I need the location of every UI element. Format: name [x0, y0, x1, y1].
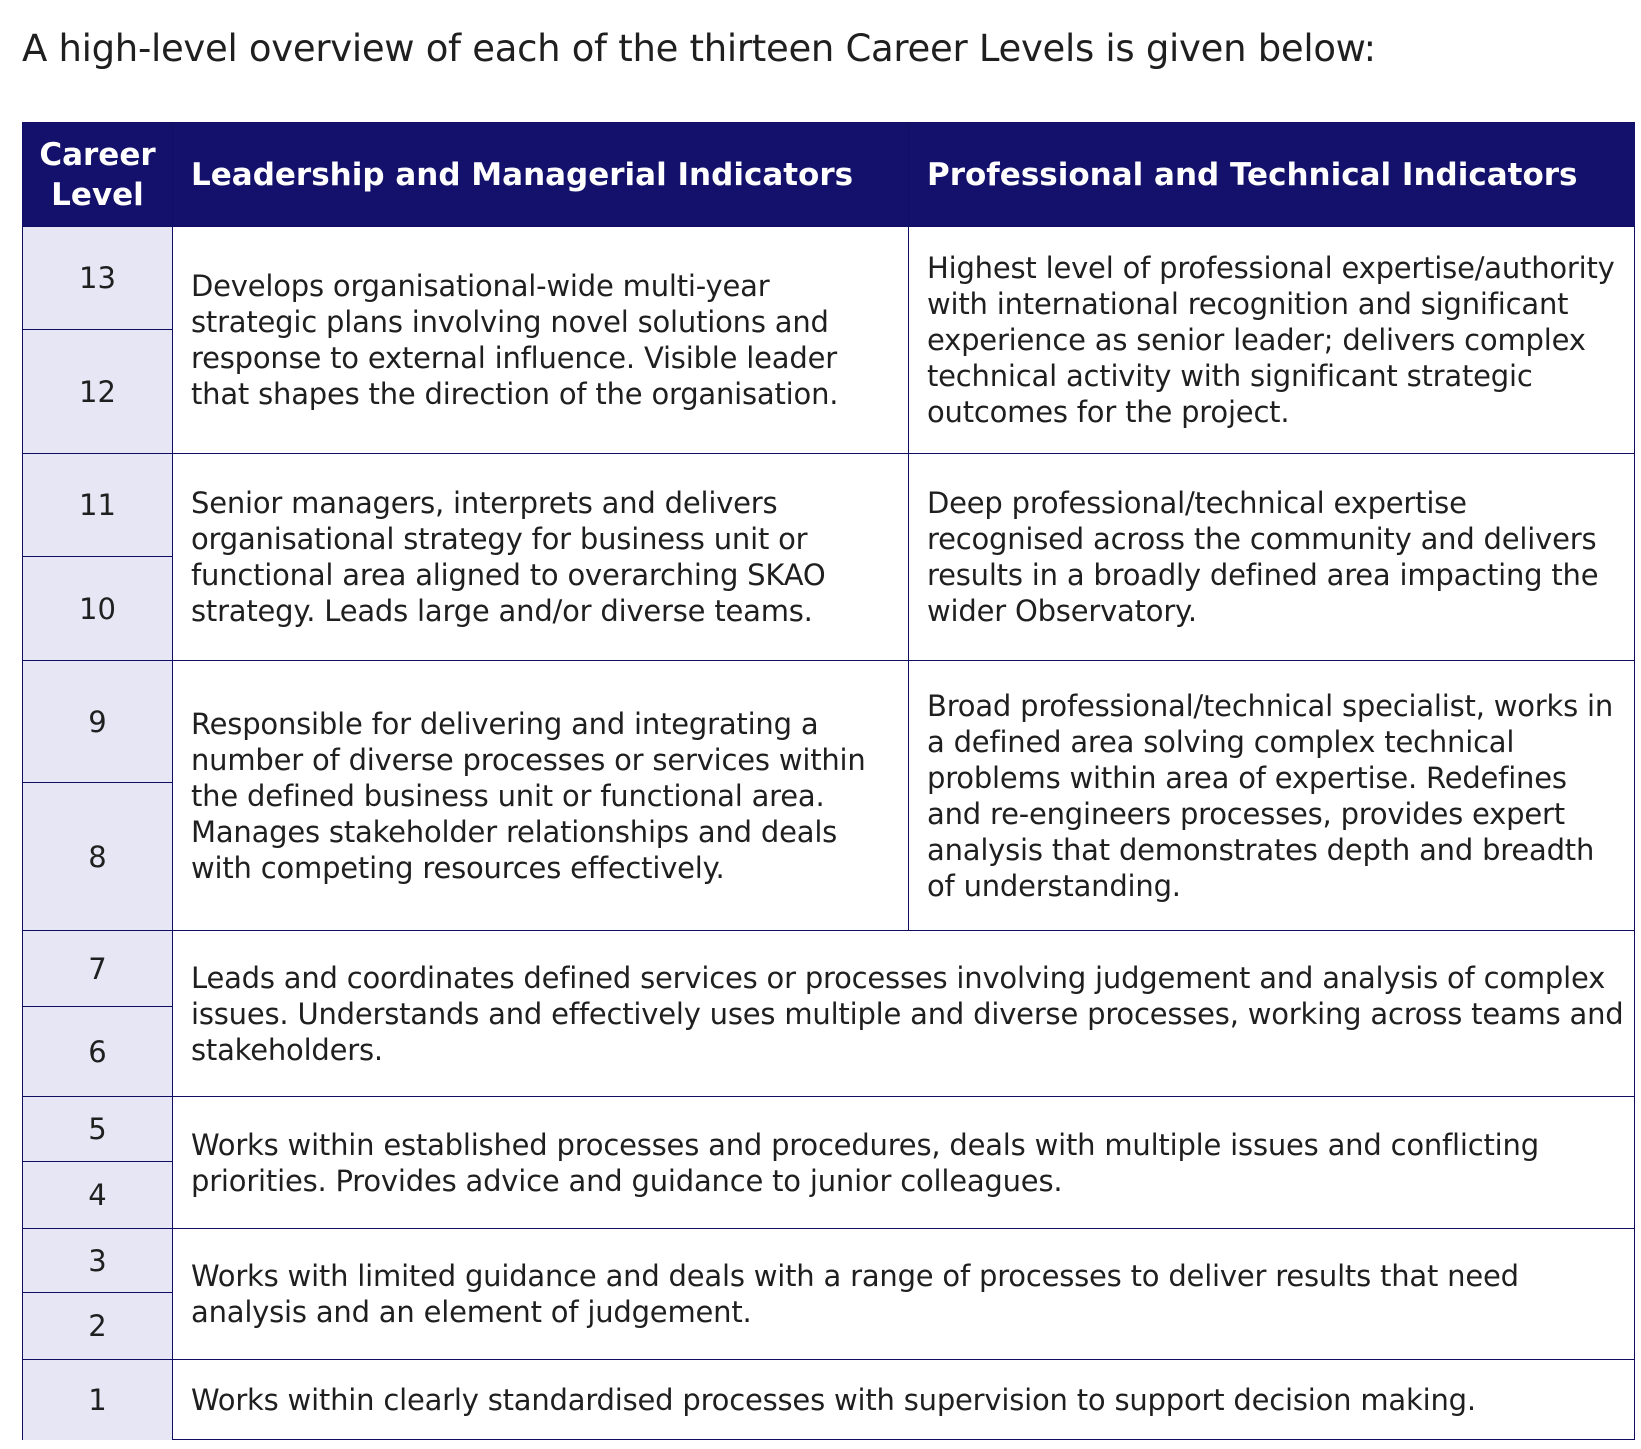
level-cell-7: 7 — [22, 930, 172, 1006]
leadership-cell-13-12: Develops organisational-wide multi-year strategic plans involving novel solutions and response to external influence. Visible leader that shapes the direction of the organisation. — [172, 226, 908, 453]
level-cell-3: 3 — [22, 1228, 172, 1292]
combined-cell-5-4: Works within established processes and procedures, deals with multiple issues and conflicting priorities. Provides advice and guidance to junior colleagues. — [172, 1096, 1635, 1228]
level-cell-10: 10 — [22, 556, 172, 660]
level-cell-13: 13 — [22, 226, 172, 329]
level-cell-8: 8 — [22, 782, 172, 930]
leadership-cell-9-8: Responsible for delivering and integrating a number of diverse processes or services within the defined business unit or functional area. Manages stakeholder relationships and deals with competing resources effectively. — [172, 660, 908, 930]
career-levels-table — [22, 122, 1635, 1440]
level-cell-6: 6 — [22, 1006, 172, 1096]
level-cell-11: 11 — [22, 453, 172, 556]
header-leadership: Leadership and Managerial Indicators — [172, 122, 908, 226]
header-career-level-line1: Career — [39, 136, 156, 173]
professional-cell-13-12: Highest level of professional expertise/authority with international recognition and significant experience as senior leader; delivers complex technical activity with significant strategic outcomes for the project. — [908, 226, 1635, 453]
header-professional: Professional and Technical Indicators — [908, 122, 1635, 226]
level-cell-12: 12 — [22, 329, 172, 453]
combined-cell-3-2: Works with limited guidance and deals with a range of processes to deliver results that need analysis and an element of judgement. — [172, 1228, 1635, 1359]
header-career-level-line2: Level — [51, 176, 144, 213]
professional-cell-9-8: Broad professional/technical specialist, works in a defined area solving complex technical problems within area of expertise. Redefines and re-engineers processes, provides expert analysis that demonstrates depth and breadth of understanding. — [908, 660, 1635, 930]
level-cell-1: 1 — [22, 1359, 172, 1440]
intro-text: A high-level overview of each of the thirteen Career Levels is given below: — [22, 27, 1376, 70]
level-cell-9: 9 — [22, 660, 172, 782]
level-cell-4: 4 — [22, 1161, 172, 1228]
combined-cell-7-6: Leads and coordinates defined services or processes involving judgement and analysis of complex issues. Understands and effectively uses multiple and diverse processes, working across teams and stakeholders. — [172, 930, 1635, 1096]
professional-cell-11-10: Deep professional/technical expertise recognised across the community and delivers results in a broadly defined area impacting the wider Observatory. — [908, 453, 1635, 660]
level-cell-5: 5 — [22, 1096, 172, 1161]
leadership-cell-11-10: Senior managers, interprets and delivers organisational strategy for business unit or functional area aligned to overarching SKAO strategy. Leads large and/or diverse teams. — [172, 453, 908, 660]
combined-cell-1: Works within clearly standardised processes with supervision to support decision making. — [172, 1359, 1635, 1440]
level-cell-2: 2 — [22, 1292, 172, 1359]
header-career-level — [22, 122, 172, 226]
